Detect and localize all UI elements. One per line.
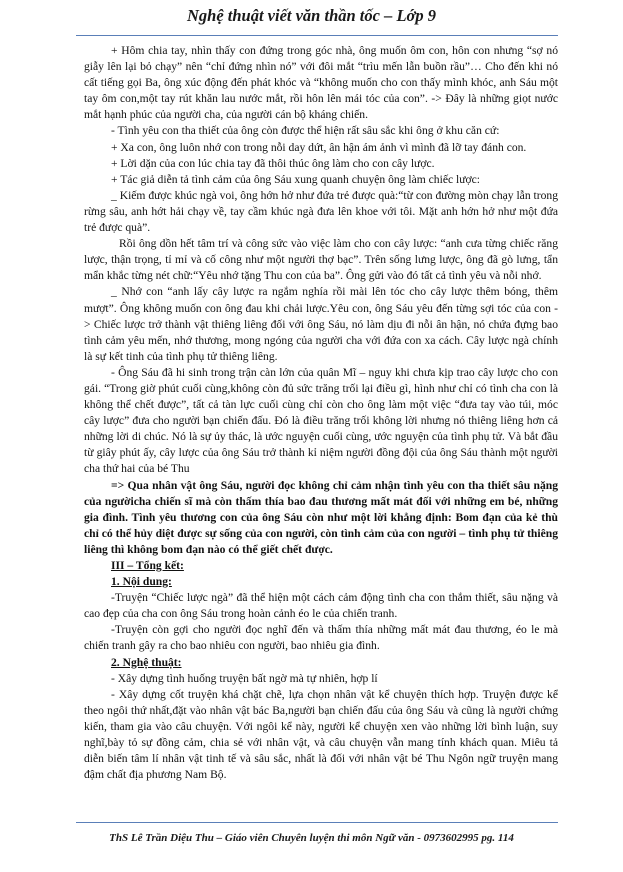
paragraph-base-love: - Tình yêu con tha thiết của ông còn được thể hiện rất sâu sắc khi ông ở khu căn cứ: [111, 124, 500, 138]
paragraph-missing-child: + Xa con, ông luôn nhớ con trong nỗi day dứt, ân hận ám ảnh vì mình đã lỡ tay đánh con. [111, 140, 527, 154]
paragraph-sacrifice: - Ông Sáu đã hi sinh trong trận càn lớn của quân Mĩ – nguy khi chưa kịp trao cây lược cho con gái. “Trong giờ phút cuối cùng,không còn đủ sức trăng trối lại điều gì, hình như chỉ có tình cha con là không thể chết được”, tất cả tàn lực cuối cùng chỉ còn cho ông làm một việc “đưa tay vào túi, móc cây lược” đưa cho người bạn chiến đấu. Đó là điều trăng trối không lời nhưng nó thiêng liêng hơn cả những lời di chúc. Nó là sự ủy thác, là ước nguyện cuối cùng, ước nguyện của tình phụ tử. Và bắt đầu từ giây phút ấy, cây lược của ông Sáu trở thành kỉ niệm người đồng đội của ông Sáu thành một người cha thứ hai của bé Thu [84, 365, 558, 476]
heading-summary: III – Tổng kết: [111, 559, 184, 572]
paragraph-content-2: -Truyện còn gợi cho người đọc nghĩ đến và thấm thía những mất mát đau thương, éo le mà chiến tranh gây ra cho bao nhiêu con người, bao nhiêu gia đình. [84, 623, 558, 653]
heading-content: 1. Nội dung: [111, 575, 172, 589]
header-divider [76, 35, 558, 36]
paragraph-art-1: - Xây dựng tình huống truyện bất ngờ mà tự nhiên, hợp lí [111, 671, 378, 685]
paragraph-content-1: -Truyện “Chiếc lược ngà” đã thể hiện một cách cảm động tình cha con thắm thiết, sâu nặng và cao đẹp của cha con ông Sáu trong hoàn cảnh éo le của chiến tranh. [84, 591, 558, 621]
paragraph-farewell: + Hôm chia tay, nhìn thấy con đứng trong góc nhà, ông muốn ôm con, hôn con nhưng “sợ nó giẫy lên lại bỏ chạy” nên “chỉ đứng nhìn nó” với đôi mắt “trìu mến lẫn buồn rầu”… Cho đến khi nó cất tiếng gọi Ba, ông xúc động đến phát khóc và “không muốn cho con thấy mình khóc, anh Sáu một tay ôm con,một tay rút khăn lau nước mắt, rồi hôn lên mái tóc của con”. -> Đây là những giọt nước mắt hạnh phúc của người cha, của người cán bộ kháng chiến. [84, 44, 558, 122]
paragraph-conclusion: => Qua nhân vật ông Sáu, người đọc không chỉ cảm nhận tình yêu con tha thiết sâu nặng của ngườicha chiến sĩ mà còn thấm thía bao đau thương mất mát đối với những em bé, những gia đình. Tình yêu thương con của ông Sáu còn như một lời khẳng định: Bom đạn của kẻ thù chỉ có thể hủy diệt được sự sống của con người, còn tình cảm của con người – tình phụ tử thiêng liêng thì không bom đạn nào có thể giết chết được. [84, 478, 558, 556]
paragraph-ivory: _ Kiếm được khúc ngà voi, ông hớn hở như đứa trẻ được quà:“từ con đường mòn chạy lẫn trong rừng sâu, anh hớt hải chạy về, tay cầm khúc ngà đưa lên khoe với tôi. Mặt anh hớn hở như một đứa trẻ được quà”. [84, 188, 558, 235]
paragraph-promise: + Lời dặn của con lúc chia tay đã thôi thúc ông làm cho con cây lược. [111, 156, 435, 170]
paragraph-art-2: - Xây dựng cốt truyện khá chặt chẽ, lựa chọn nhân vật kể chuyện thích hợp. Truyện được kể theo ngôi thứ nhất,đặt vào nhân vật bác Ba,người bạn chiến đấu của ông Sáu và cũng là người chứng kiến, tham gia vào câu chuyện. Với ngôi kể này, người kể chuyện xen vào những lời bình luận, suy nghĩ,bày tỏ sự đồng cảm, chia sẻ với nhân vật, và câu chuyện vẫn mang tính khách quan. Miêu tả diễn biến tâm lí nhân vật tinh tế và sâu sắc, nhất là đối với nhân vật bé Thu Ngôn ngữ truyện mang đậm chất địa phương Nam Bộ. [84, 687, 558, 782]
page-body [84, 43, 558, 783]
page-footer: ThS Lê Trần Diệu Thu – Giáo viên Chuyên luyện thi môn Ngữ văn - 0973602995 pg. 114 [109, 832, 514, 844]
paragraph-comb-meaning: _ Nhớ con “anh lấy cây lược ra ngắm nghía rồi mài lên tóc cho cây lược thêm bóng, thêm mượt”. Ông không muốn con ông đau khi chải lược.Yêu con, ông Sáu yêu đến từng sợi tóc của con -> Chiếc lược trở thành vật thiêng liêng đối với ông Sáu, nó làm dịu đi nỗi ân hận, nó chứa đựng bao tình cảm yêu mến, nhớ thương, mong ngóng của người cha với đứa con xa cách. Cây lược ngà chính là sự kết tinh của tình phụ tử thiêng liêng. [84, 285, 558, 363]
footer-divider [76, 822, 558, 823]
paragraph-comb-story: + Tác giả diễn tả tình cảm của ông Sáu xung quanh chuyện ông làm chiếc lược: [111, 172, 481, 186]
paragraph-carving: Rồi ông dồn hết tâm trí và công sức vào việc làm cho con cây lược: “anh cưa từng chiếc răng lược, thận trọng, tỉ mỉ và cố công như một người thợ bạc”. Trên sống lưng lược, ông đã gò lưng, tẩn mẩn khắc từng nét chữ:“Yêu nhớ tặng Thu con của ba”. Ông gửi vào đó tất cả tình yêu và nỗi nhớ. [84, 237, 558, 283]
heading-art: 2. Nghệ thuật: [111, 655, 182, 669]
page-header: Nghệ thuật viết văn thần tốc – Lớp 9 [186, 6, 437, 25]
